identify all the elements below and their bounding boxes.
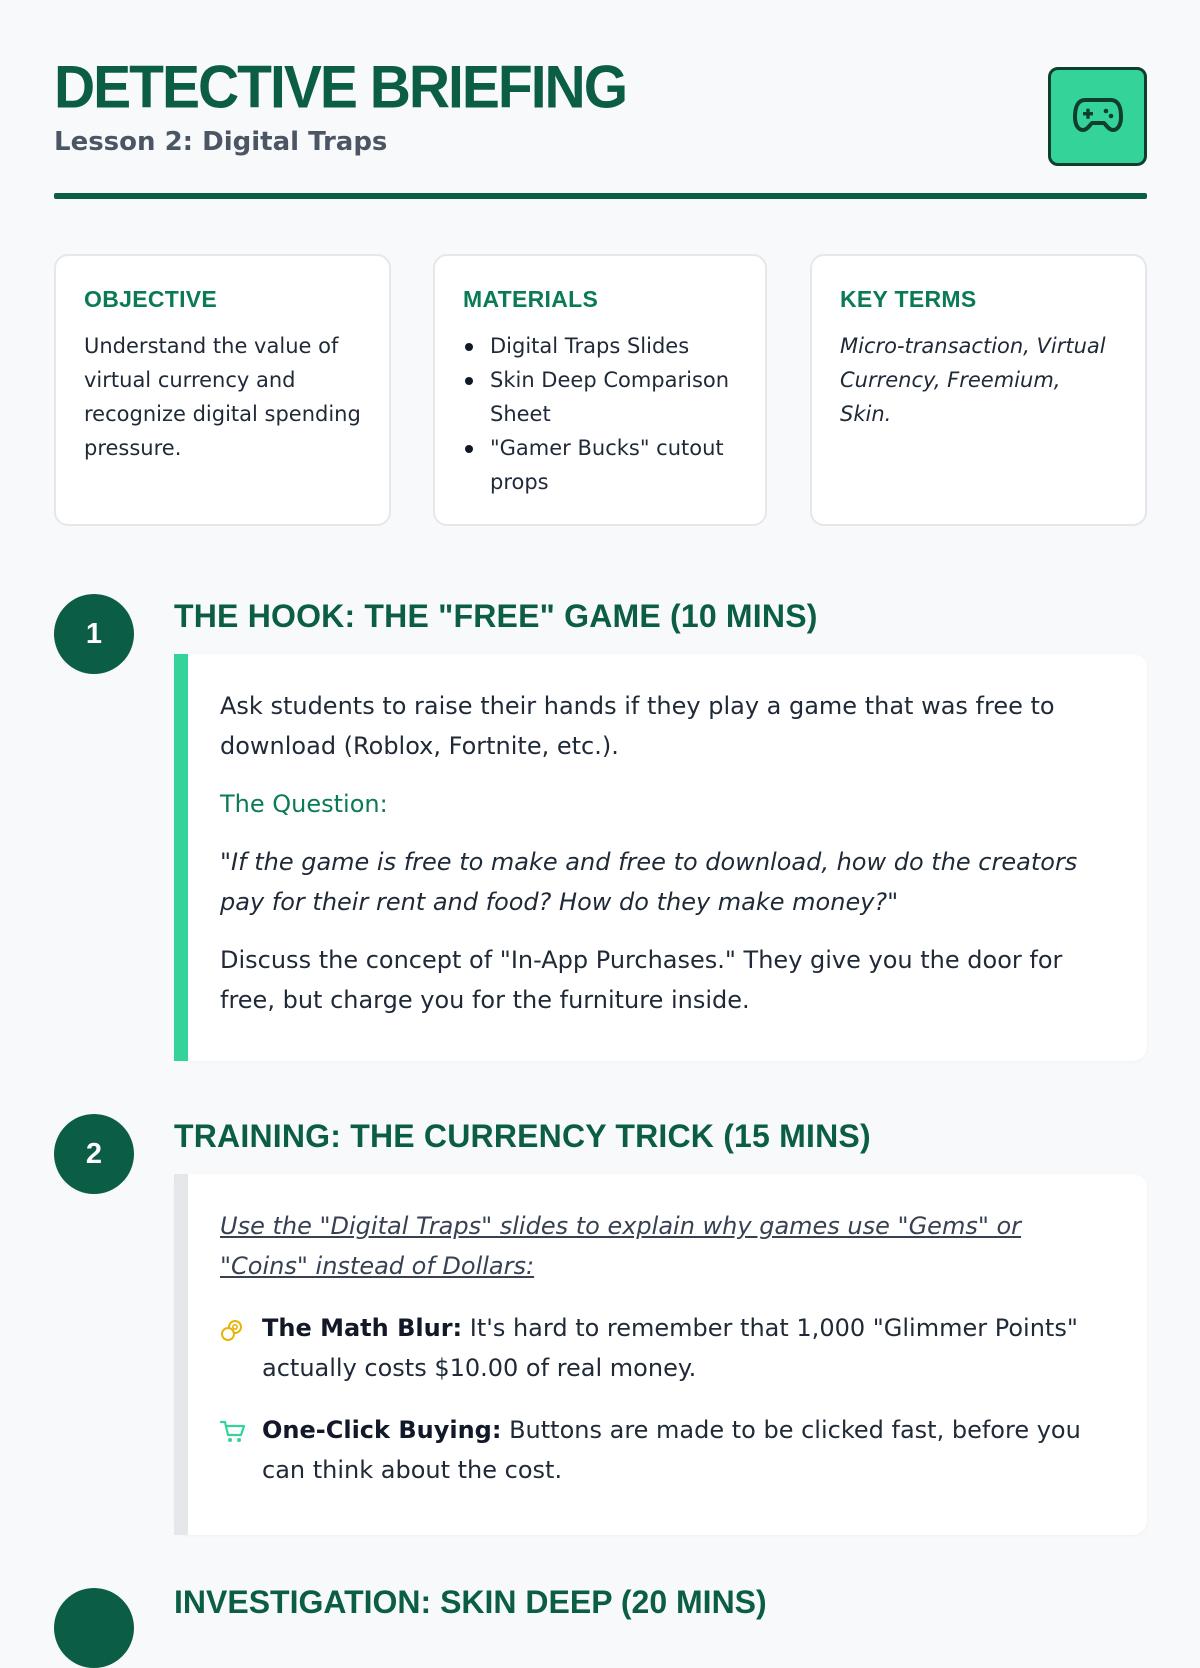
materials-heading: MATERIALS	[463, 286, 599, 312]
materials-item: Digital Traps Slides	[463, 329, 737, 363]
step-number-2: 2	[54, 1114, 134, 1194]
objective-heading: OBJECTIVE	[84, 286, 218, 312]
gamepad-icon	[1073, 97, 1123, 137]
coins-icon	[220, 1308, 262, 1346]
objective-card	[54, 254, 391, 526]
training-intro: Use the "Digital Traps" slides to explain why games use "Gems" or "Coins" instead of Dollars:	[220, 1212, 1022, 1280]
key-terms-text: Micro-transaction, Virtual Currency, Freemium, Skin.	[840, 334, 1106, 426]
point-label: The Math Blur:	[262, 1314, 463, 1342]
gamepad-badge	[1048, 67, 1147, 166]
page-subtitle: Lesson 2: Digital Traps	[54, 127, 388, 157]
header	[54, 0, 1147, 200]
point-text	[262, 1410, 1115, 1490]
section-box-1	[174, 654, 1147, 1061]
training-point	[220, 1308, 1115, 1388]
hook-intro: Ask students to raise their hands if they play a game that was free to download (Roblox, Fortnite, etc.).	[220, 692, 1055, 760]
cart-icon	[220, 1410, 262, 1448]
section-title-2: TRAINING: THE CURRENCY TRICK (15 MINS)	[174, 1118, 871, 1154]
materials-item: "Gamer Bucks" cutout props	[463, 431, 737, 499]
lesson-page	[54, 0, 1147, 1620]
objective-text: Understand the value of virtual currency and recognize digital spending pressure.	[84, 334, 361, 460]
materials-card	[433, 254, 767, 526]
training-point	[220, 1410, 1115, 1490]
page-title: DETECTIVE BRIEFING	[54, 53, 627, 121]
materials-list	[463, 329, 737, 499]
hook-discussion: Discuss the concept of "In-App Purchases." They give you the door for free, but charge you for the furniture inside.	[220, 946, 1063, 1014]
info-cards	[54, 254, 1147, 526]
step-number-3	[54, 1588, 134, 1668]
section-title-1: THE HOOK: THE "FREE" GAME (10 MINS)	[174, 598, 818, 634]
key-terms-heading: KEY TERMS	[840, 286, 977, 312]
point-label: One-Click Buying:	[262, 1416, 502, 1444]
point-body: It's hard to remember that 1,000 "Glimmer Points" actually costs $10.00 of real money.	[262, 1314, 1078, 1382]
point-body: Buttons are made to be clicked fast, before you can think about the cost.	[262, 1416, 1081, 1484]
section-box-2	[174, 1174, 1147, 1535]
materials-item: Skin Deep Comparison Sheet	[463, 363, 737, 431]
question-quote: "If the game is free to make and free to download, how do the creators pay for their rent and food? How do they make money?"	[220, 848, 1078, 916]
point-text	[262, 1308, 1115, 1388]
step-number-1: 1	[54, 594, 134, 674]
question-label: The Question:	[220, 790, 388, 818]
key-terms-card	[810, 254, 1147, 526]
header-divider	[54, 193, 1147, 199]
section-title-3: INVESTIGATION: SKIN DEEP (20 MINS)	[174, 1584, 767, 1620]
